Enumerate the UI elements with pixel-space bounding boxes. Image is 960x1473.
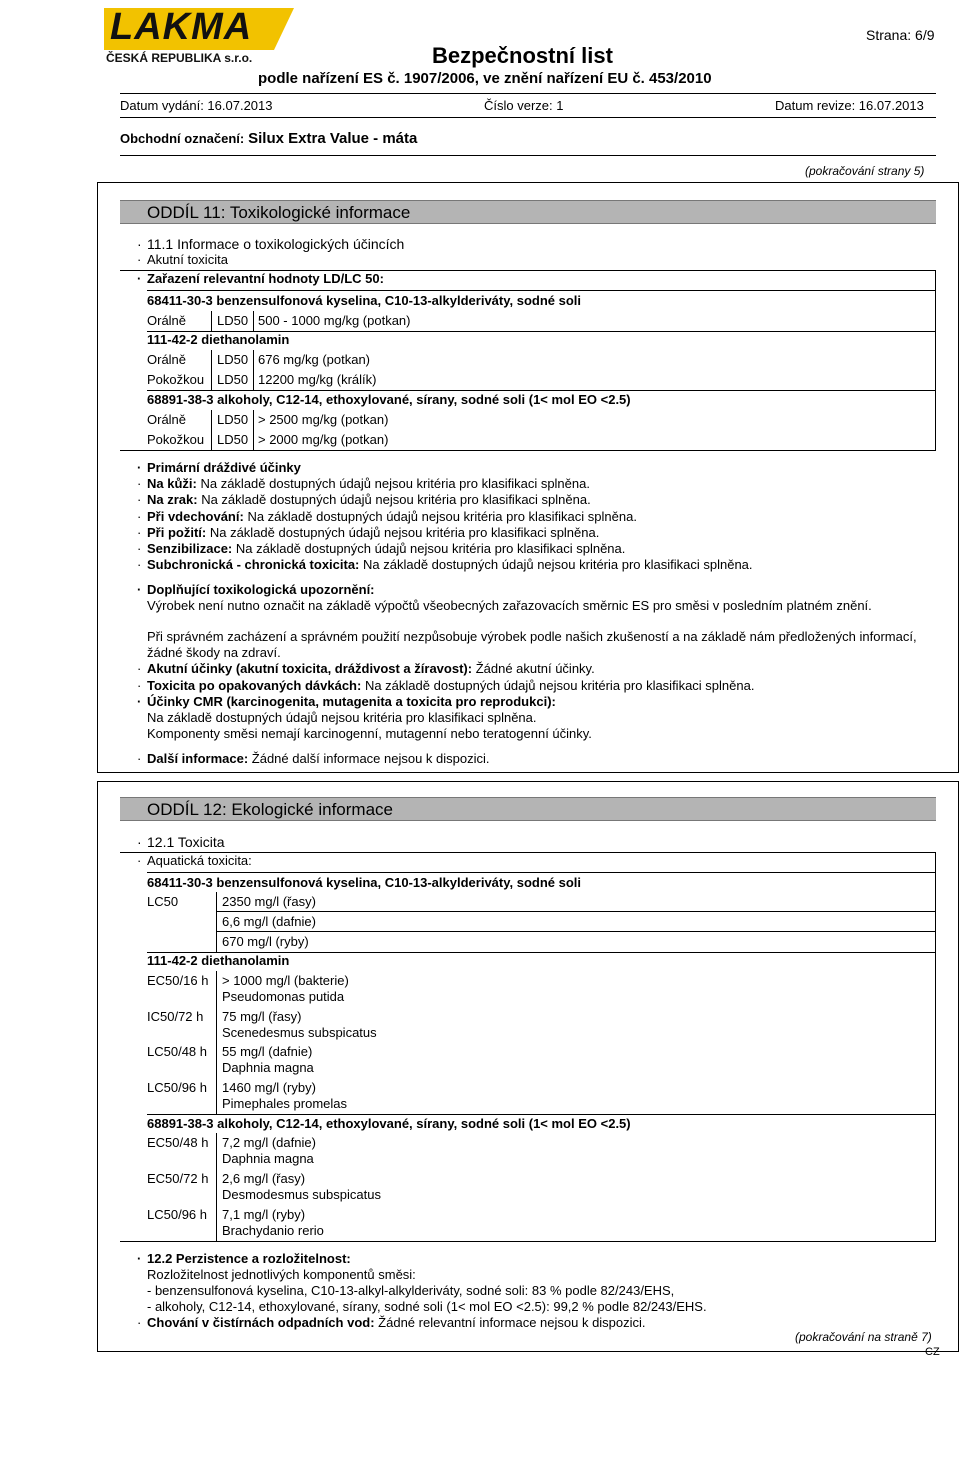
ld-value: > 2000 mg/kg (potkan)	[258, 432, 389, 447]
inhalation-effect: · Při vdechování: Na základě dostupných údajů nejsou kritéria pro klasifikaci splněna.	[147, 509, 637, 525]
persistence-1: Rozložitelnost jednotlivých komponentů směsi:	[147, 1267, 416, 1282]
aq-type: EC50/72 h	[147, 1171, 209, 1186]
aq-species: Pimephales promelas	[222, 1096, 348, 1111]
aq-value: > 1000 mg/l (bakterie)	[222, 973, 349, 988]
aq-type: IC50/72 h	[147, 1009, 204, 1024]
aq-type: LC50	[147, 894, 179, 909]
aq-species: Daphnia magna	[222, 1151, 314, 1166]
aquatic-toxicity: · Aquatická toxicita:	[147, 853, 252, 869]
subchronic-toxicity: · Subchronická - chronická toxicita: Na základě dostupných údajů nejsou kritéria pro klasifikaci splněna.	[147, 557, 753, 573]
aq-table-bottom	[120, 1241, 936, 1242]
ld-type: LD50	[217, 432, 249, 447]
revision-date: Datum revize: 16.07.2013	[775, 98, 924, 113]
ld-substance-2: 111-42-2 diethanolamin	[147, 332, 290, 347]
document-title: Bezpečnostní list	[432, 43, 613, 68]
aq-type: LC50/48 h	[147, 1044, 207, 1059]
ld-route: Orálně	[147, 313, 187, 328]
ld-table-bottom	[120, 450, 936, 451]
aq-species: Scenedesmus subspicatus	[222, 1025, 377, 1040]
acute-toxicity: · Akutní toxicita	[147, 252, 228, 268]
ld-col-div	[211, 350, 212, 390]
ld-route: Orálně	[147, 412, 187, 427]
ld-table-rule-a	[120, 270, 936, 271]
ld-type: LD50	[217, 412, 249, 427]
aq-cell-rule	[216, 931, 936, 932]
version-number: Číslo verze: 1	[484, 98, 564, 113]
ld-type: LD50	[217, 313, 249, 328]
language-code: CZ	[925, 1346, 940, 1358]
aq-value: 7,1 mg/l (ryby)	[222, 1207, 306, 1222]
page-number: Strana: 6/9	[866, 27, 935, 43]
acute-effects: · Akutní účinky (akutní toxicita, dráždivost a žíravost): Žádné akutní účinky.	[147, 661, 595, 677]
ld-value: 12200 mg/kg (králík)	[258, 372, 377, 387]
section-11-header	[120, 200, 936, 224]
ld-type: LD50	[217, 352, 249, 367]
ld-classification: · Zařazení relevantní hodnoty LD/LC 50:	[147, 271, 384, 287]
aq-species: Pseudomonas putida	[222, 989, 345, 1004]
skin-effect: · Na kůži: Na základě dostupných údajů nejsou kritéria pro klasifikaci splněna.	[147, 476, 590, 492]
aq-value: 2,6 mg/l (řasy)	[222, 1171, 306, 1186]
trade-name-value: Silux Extra Value - máta	[248, 130, 418, 147]
aq-type: LC50/96 h	[147, 1080, 207, 1095]
ingestion-effect: · Při požití: Na základě dostupných údajů nejsou kritéria pro klasifikaci splněna.	[147, 525, 599, 541]
additional-notes-label: · Doplňující toxikologická upozornění:	[147, 582, 375, 598]
sensitization: · Senzibilizace: Na základě dostupných údajů nejsou kritéria pro klasifikaci splněna.	[147, 541, 625, 557]
logo-wordmark: LAKMA	[110, 6, 253, 48]
wwtp-behaviour: · Chování v čistírnách odpadních vod: Žádné relevantní informace nejsou k dispozici.	[147, 1315, 646, 1331]
header-rule-2	[120, 117, 936, 118]
cmr-label: · Účinky CMR (karcinogenita, mutagenita a toxicita pro reprodukci):	[147, 694, 556, 710]
document-subtitle: podle nařízení ES č. 1907/2006, ve znění nařízení EU č. 453/2010	[258, 70, 712, 87]
section-12-header	[120, 797, 936, 821]
ld-route: Pokožkou	[147, 372, 205, 387]
aq-type: EC50/16 h	[147, 973, 209, 988]
ld-value: 500 - 1000 mg/kg (potkan)	[258, 313, 411, 328]
eye-effect: · Na zrak: Na základě dostupných údajů nejsou kritéria pro klasifikaci splněna.	[147, 492, 591, 508]
cmr-text-2: Komponenty směsi nemají karcinogenní, mutagenní nebo teratogenní účinky.	[147, 726, 592, 741]
ld-value: > 2500 mg/kg (potkan)	[258, 412, 389, 427]
aq-value: 6,6 mg/l (dafnie)	[222, 914, 316, 929]
ld-col-div	[211, 311, 212, 331]
aq-cell-rule	[216, 911, 936, 912]
h-11-1: · 11.1 Informace o toxikologických účincích	[147, 236, 404, 252]
aq-value: 2350 mg/l (řasy)	[222, 894, 316, 909]
ld-col-div	[253, 311, 254, 331]
ld-col-div	[211, 410, 212, 450]
aq-substance-2: 111-42-2 diethanolamin	[147, 953, 290, 968]
aq-substance-1: 68411-30-3 benzensulfonová kyselina, C10-13-alkylderiváty, sodné soli	[147, 875, 582, 890]
ld-table-right	[935, 270, 936, 450]
aq-value: 1460 mg/l (ryby)	[222, 1080, 316, 1095]
aq-col-div	[216, 1133, 217, 1241]
ld-col-div	[253, 350, 254, 390]
persistence-2: - benzensulfonová kyselina, C10-13-alkyl-alkylderiváty, sodné soli: 83 % podle 82/243/EHS,	[147, 1283, 675, 1298]
aq-substance-3: 68891-38-3 alkoholy, C12-14, ethoxylované, sírany, sodné soli (1< mol EO <2.5)	[147, 1116, 631, 1131]
section-11-title: ODDÍL 11: Toxikologické informace	[147, 203, 411, 222]
ld-col-div	[253, 410, 254, 450]
aq-col-div	[216, 892, 217, 952]
cmr-text-1: Na základě dostupných údajů nejsou kritéria pro klasifikaci splněna.	[147, 710, 537, 725]
aq-type: EC50/48 h	[147, 1135, 209, 1150]
aq-table-top	[120, 852, 936, 853]
further-info: · Další informace: Žádné další informace nejsou k dispozici.	[147, 751, 490, 767]
ld-route: Orálně	[147, 352, 187, 367]
trade-name	[120, 130, 417, 147]
repeated-dose: · Toxicita po opakovaných dávkách: Na základě dostupných údajů nejsou kritéria pro klasifikaci splněna.	[147, 678, 754, 694]
ld-substance-3: 68891-38-3 alkoholy, C12-14, ethoxylované, sírany, sodné soli (1< mol EO <2.5)	[147, 392, 631, 407]
aq-value: 670 mg/l (ryby)	[222, 934, 309, 949]
continued-from: (pokračování strany 5)	[805, 164, 925, 178]
persistence-label: · 12.2 Perzistence a rozložitelnost:	[147, 1251, 351, 1267]
section-12-title: ODDÍL 12: Ekologické informace	[147, 800, 393, 819]
company-logo	[104, 8, 294, 66]
header-rule	[120, 93, 936, 94]
aq-value: 7,2 mg/l (dafnie)	[222, 1135, 316, 1150]
ld-type: LD50	[217, 372, 249, 387]
header-rule-3	[120, 155, 936, 156]
aq-species: Desmodesmus subspicatus	[222, 1187, 381, 1202]
aq-species: Brachydanio rerio	[222, 1223, 324, 1238]
ld-row-rule	[147, 390, 936, 391]
ld-substance-1: 68411-30-3 benzensulfonová kyselina, C10-13-alkylderiváty, sodné soli	[147, 293, 582, 308]
persistence-3: - alkoholy, C12-14, ethoxylované, sírany, sodné soli (1< mol EO <2.5): 99,2 % podle 82/243/EHS.	[147, 1299, 707, 1314]
aq-col-div	[216, 971, 217, 1114]
ld-value: 676 mg/kg (potkan)	[258, 352, 371, 367]
continued-to: (pokračování na straně 7)	[795, 1330, 932, 1344]
logo-subtitle: ČESKÁ REPUBLIKA s.r.o.	[106, 51, 253, 65]
aq-species: Daphnia magna	[222, 1060, 314, 1075]
ld-route: Pokožkou	[147, 432, 205, 447]
primary-irritation: · Primární dráždivé účinky	[147, 460, 301, 476]
aq-value: 75 mg/l (řasy)	[222, 1009, 302, 1024]
ld-table-top	[147, 290, 936, 291]
additional-notes-p2: Při správném zacházení a správném použití nezpůsobuje výrobek podle našich zkušeností a na základě nám předložených informací, žádné škody na zdraví.	[147, 629, 917, 660]
issue-date: Datum vydání: 16.07.2013	[120, 98, 273, 113]
trade-name-label: Obchodní označení:	[120, 131, 245, 146]
aq-row-rule	[147, 1114, 936, 1115]
additional-notes-p1: Výrobek není nutno označit na základě výpočtů všeobecných zařazovacích směrnic ES pro směsi v posledním platném znění.	[147, 598, 872, 613]
h-12-1: · 12.1 Toxicita	[147, 834, 225, 850]
aq-type: LC50/96 h	[147, 1207, 207, 1222]
aq-table-rule	[147, 872, 936, 873]
aq-value: 55 mg/l (dafnie)	[222, 1044, 313, 1059]
